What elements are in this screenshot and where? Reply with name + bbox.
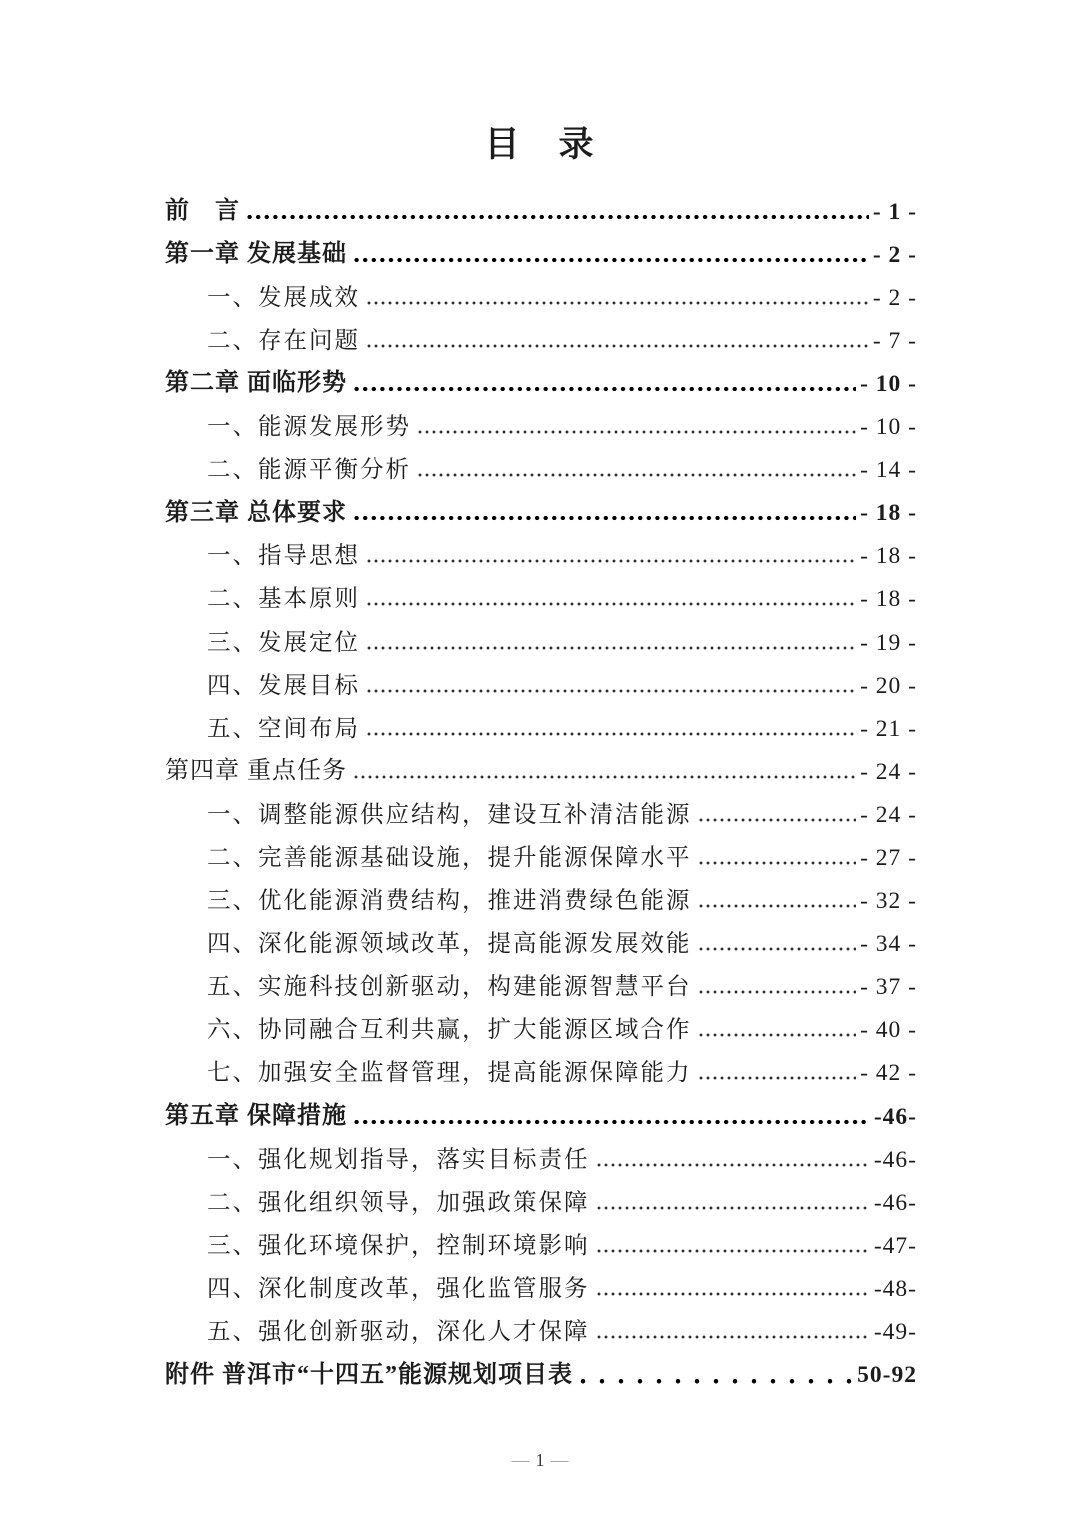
toc-entry-label: 第二章 面临形势 <box>165 370 347 397</box>
toc-leader-dots <box>699 860 857 866</box>
toc-leader-dots <box>597 1334 870 1340</box>
toc-entry[interactable] <box>165 915 917 958</box>
toc-entry-label: 第三章 总体要求 <box>165 499 347 526</box>
toc-entry-label: 四、深化能源领域改革，提高能源发展效能 <box>207 931 692 958</box>
toc-leader-dots <box>367 343 869 349</box>
toc-leader-dots <box>367 300 869 306</box>
toc-entry[interactable] <box>165 226 917 269</box>
toc-entry[interactable] <box>165 872 917 915</box>
toc-entry-label: 四、深化制度改革，强化监管服务 <box>207 1275 590 1302</box>
toc-entry-page: - 2 - <box>872 241 917 268</box>
toc-entry-page: - 27 - <box>860 845 917 871</box>
toc-entry-page: - 40 - <box>860 1017 917 1044</box>
toc-entry[interactable] <box>165 484 917 527</box>
table-of-contents <box>165 183 917 1390</box>
toc-leader-dots <box>367 731 856 737</box>
toc-leader-dots <box>597 1248 870 1254</box>
toc-entry-page: -49- <box>873 1319 917 1346</box>
toc-entry[interactable] <box>165 312 917 355</box>
toc-entry[interactable] <box>165 441 917 484</box>
toc-leader-dots <box>354 386 856 392</box>
toc-entry-page: - 42 - <box>860 1060 917 1087</box>
toc-entry[interactable] <box>165 743 917 786</box>
toc-entry-page: -48- <box>873 1275 917 1302</box>
toc-entry-page: - 10 - <box>860 370 917 397</box>
toc-entry-page: - 1 - <box>872 198 917 225</box>
toc-leader-dots <box>597 1162 870 1168</box>
toc-entry-page: - 10 - <box>860 414 917 441</box>
toc-entry-label: 二、完善能源基础设施，提升能源保障水平 <box>207 844 692 871</box>
toc-leader-dots <box>597 1291 870 1297</box>
toc-entry-page: - 14 - <box>860 457 917 484</box>
toc-entry-label: 第一章 发展基础 <box>165 241 347 268</box>
toc-entry[interactable] <box>165 1044 917 1087</box>
toc-entry-page: - 20 - <box>860 672 917 699</box>
toc-leader-dots <box>367 688 856 694</box>
toc-entry-page: - 7 - <box>872 327 917 354</box>
toc-leader-dots <box>699 1075 857 1081</box>
toc-entry-page: - 21 - <box>860 715 917 742</box>
toc-entry[interactable] <box>165 1131 917 1174</box>
toc-entry-label: 二、存在问题 <box>207 327 360 354</box>
toc-leader-dots <box>418 472 856 478</box>
toc-entry-label: 一、调整能源供应结构，建设互补清洁能源 <box>207 801 692 828</box>
toc-leader-dots <box>354 1119 870 1125</box>
toc-entry-page: -47- <box>873 1232 917 1259</box>
toc-entry-label: 一、指导思想 <box>207 543 360 570</box>
toc-entry-label: 四、发展目标 <box>207 672 360 699</box>
toc-entry[interactable] <box>165 958 917 1001</box>
toc-entry[interactable] <box>165 355 917 398</box>
toc-entry[interactable] <box>165 1260 917 1303</box>
toc-entry-label: 二、能源平衡分析 <box>207 457 411 484</box>
toc-entry-label: 第五章 保障措施 <box>165 1102 347 1129</box>
toc-entry-page: -46- <box>873 1146 917 1173</box>
toc-entry-page: - 19 - <box>860 629 917 656</box>
toc-entry-label: 前 言 <box>165 198 240 224</box>
toc-entry[interactable] <box>165 657 917 700</box>
toc-entry-label: 二、基本原则 <box>207 586 360 613</box>
toc-leader-dots <box>597 1205 870 1211</box>
toc-entry-label: 一、能源发展形势 <box>207 414 411 441</box>
toc-leader-dots <box>247 214 869 220</box>
toc-entry-label: 一、强化规划指导，落实目标责任 <box>207 1146 590 1173</box>
toc-entry-label: 附件 普洱市“十四五”能源规划项目表 <box>165 1361 573 1388</box>
footer-dash-left: — <box>511 1450 530 1470</box>
toc-entry[interactable] <box>165 786 917 829</box>
toc-entry[interactable] <box>165 829 917 872</box>
page-number-footer <box>0 1450 1080 1471</box>
footer-page-number: 1 <box>535 1450 545 1470</box>
toc-leader-dots <box>580 1378 853 1384</box>
toc-entry-page: 50-92 <box>857 1362 917 1389</box>
toc-entry[interactable] <box>165 1001 917 1044</box>
toc-entry-page: - 18 - <box>860 543 917 570</box>
toc-entry-page: - 18 - <box>860 500 917 527</box>
toc-leader-dots <box>367 601 856 607</box>
toc-entry-label: 五、空间布局 <box>207 715 360 742</box>
toc-entry-page: -46- <box>873 1189 917 1216</box>
toc-entry-label: 五、实施科技创新驱动，构建能源智慧平台 <box>207 974 692 1001</box>
toc-entry-page: - 24 - <box>860 758 917 785</box>
footer-dash-right: — <box>550 1450 569 1470</box>
toc-leader-dots <box>354 257 869 263</box>
toc-entry[interactable] <box>165 570 917 613</box>
toc-entry-label: 三、发展定位 <box>207 629 360 656</box>
toc-entry-page: - 24 - <box>860 801 917 828</box>
toc-entry-page: -46- <box>873 1103 917 1130</box>
toc-entry-page: - 2 - <box>872 284 917 311</box>
toc-leader-dots <box>367 558 856 564</box>
toc-entry[interactable] <box>165 700 917 743</box>
toc-leader-dots <box>699 817 857 823</box>
toc-entry-label: 六、协同融合互利共赢，扩大能源区域合作 <box>207 1017 692 1044</box>
toc-entry-page: - 34 - <box>860 931 917 958</box>
toc-entry[interactable] <box>165 613 917 656</box>
toc-entry[interactable] <box>165 1087 917 1130</box>
toc-entry-page: - 37 - <box>860 974 917 1001</box>
toc-entry[interactable] <box>165 183 917 226</box>
toc-entry-label: 七、加强安全监督管理，提高能源保障能力 <box>207 1060 692 1087</box>
toc-entry[interactable] <box>165 527 917 570</box>
toc-entry-label: 二、强化组织领导，加强政策保障 <box>207 1189 590 1216</box>
toc-leader-dots <box>699 946 857 952</box>
toc-entry[interactable] <box>165 1174 917 1217</box>
page-title: 目 录 <box>484 125 596 164</box>
toc-entry[interactable] <box>165 398 917 441</box>
toc-leader-dots <box>354 774 856 780</box>
toc-leader-dots <box>699 903 857 909</box>
toc-entry[interactable] <box>165 1217 917 1260</box>
toc-leader-dots <box>418 429 856 435</box>
toc-entry[interactable] <box>165 1303 917 1346</box>
toc-entry-page: - 32 - <box>860 888 917 915</box>
toc-entry-label: 一、发展成效 <box>207 284 360 311</box>
toc-entry-label: 三、优化能源消费结构，推进消费绿色能源 <box>207 888 692 915</box>
toc-entry-label: 五、强化创新驱动，深化人才保障 <box>207 1319 590 1346</box>
toc-entry-label: 三、强化环境保护，控制环境影响 <box>207 1232 590 1259</box>
toc-leader-dots <box>367 645 856 651</box>
toc-entry[interactable] <box>165 269 917 312</box>
toc-leader-dots <box>354 515 856 521</box>
toc-leader-dots <box>699 1032 857 1038</box>
toc-entry-label: 第四章 重点任务 <box>165 758 347 785</box>
toc-entry[interactable] <box>165 1346 917 1389</box>
toc-leader-dots <box>699 989 857 995</box>
toc-entry-page: - 18 - <box>860 586 917 613</box>
